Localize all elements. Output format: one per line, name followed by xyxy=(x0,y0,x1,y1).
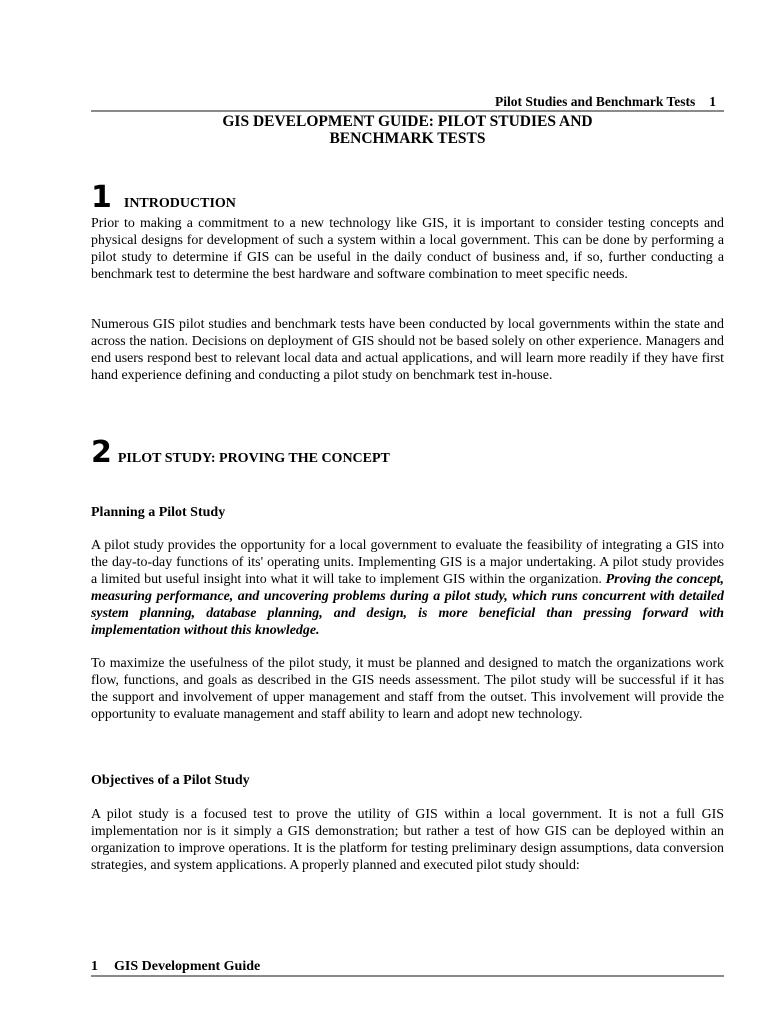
title-line-1: GIS DEVELOPMENT GUIDE: PILOT STUDIES AND xyxy=(222,113,593,130)
intro-paragraph-1: Prior to making a commitment to a new technology like GIS, it is important to consider testing concepts and physical designs for development of such a system within a local government. This can be done by performing a pilot study to determine if GIS can be useful in the daily conduct of business and, if so, further conducting a benchmark test to determine the best hardware and software combination to meet specific needs. xyxy=(91,216,724,282)
page-footer xyxy=(91,959,260,975)
section-1-number: 1 xyxy=(91,180,112,215)
planning-paragraph-2: To maximize the usefulness of the pilot study, it must be planned and designed to match the organizations work flow, functions, and goals as described in the GIS needs assessment. The pilot study will be successful if it has the support and involvement of upper management and staff from the outset. This involvement will provide the opportunity to evaluate management and staff ability to learn and adopt new technology. xyxy=(91,656,724,722)
header-rule xyxy=(91,110,724,112)
section-2-heading xyxy=(91,435,390,470)
title-line-2: BENCHMARK TESTS xyxy=(329,130,486,147)
objectives-subheading: Objectives of a Pilot Study xyxy=(91,773,250,788)
objectives-paragraph-1: A pilot study is a focused test to prove the utility of GIS within a local government. It is not a full GIS implementation nor is it simply a GIS demonstration; but rather a test of how GIS can be deployed within an organization to improve operations. It is the platform for testing preliminary design assumptions, data conversion strategies, and system applications. A properly planned and executed pilot study should: xyxy=(91,807,724,873)
planning-paragraph-1-text: A pilot study provides the opportunity for a local government to evaluate the feasibility of integrating a GIS into the day-to-day functions of its' operating units. Implementing GIS is a major undertaking. A pilot study provides a limited but useful insight into what it will take to implement GIS within the organization. xyxy=(91,538,724,587)
header-page-number: 1 xyxy=(709,94,716,109)
section-2-number: 2 xyxy=(91,435,112,470)
footer-page-number: 1 xyxy=(91,959,98,974)
planning-paragraph-1-emphasis: Proving the concept, measuring performance, and uncovering problems during a pilot study, which runs concurrent with detailed system planning, database planning, and design, is more beneficial than pressing forward with implementation without this knowledge. xyxy=(91,571,725,638)
footer-rule xyxy=(91,975,724,977)
planning-paragraph-1 xyxy=(91,538,724,639)
running-title: Pilot Studies and Benchmark Tests xyxy=(494,94,696,109)
section-1-title: INTRODUCTION xyxy=(123,196,236,211)
planning-subheading: Planning a Pilot Study xyxy=(91,505,226,520)
section-1-heading xyxy=(91,180,236,215)
running-header xyxy=(495,94,724,110)
intro-paragraph-2: Numerous GIS pilot studies and benchmark tests have been conducted by local governments within the state and across the nation. Decisions on deployment of GIS should not be based solely on other experience. Managers and end users respond best to relevant local data and actual applications, and will learn more readily if they have first hand experience defining and conducting a pilot study on benchmark test in-house. xyxy=(91,317,724,383)
footer-guide-title: GIS Development Guide xyxy=(114,959,261,974)
section-2-title: PILOT STUDY: PROVING THE CONCEPT xyxy=(117,451,390,466)
document-title xyxy=(91,113,724,147)
